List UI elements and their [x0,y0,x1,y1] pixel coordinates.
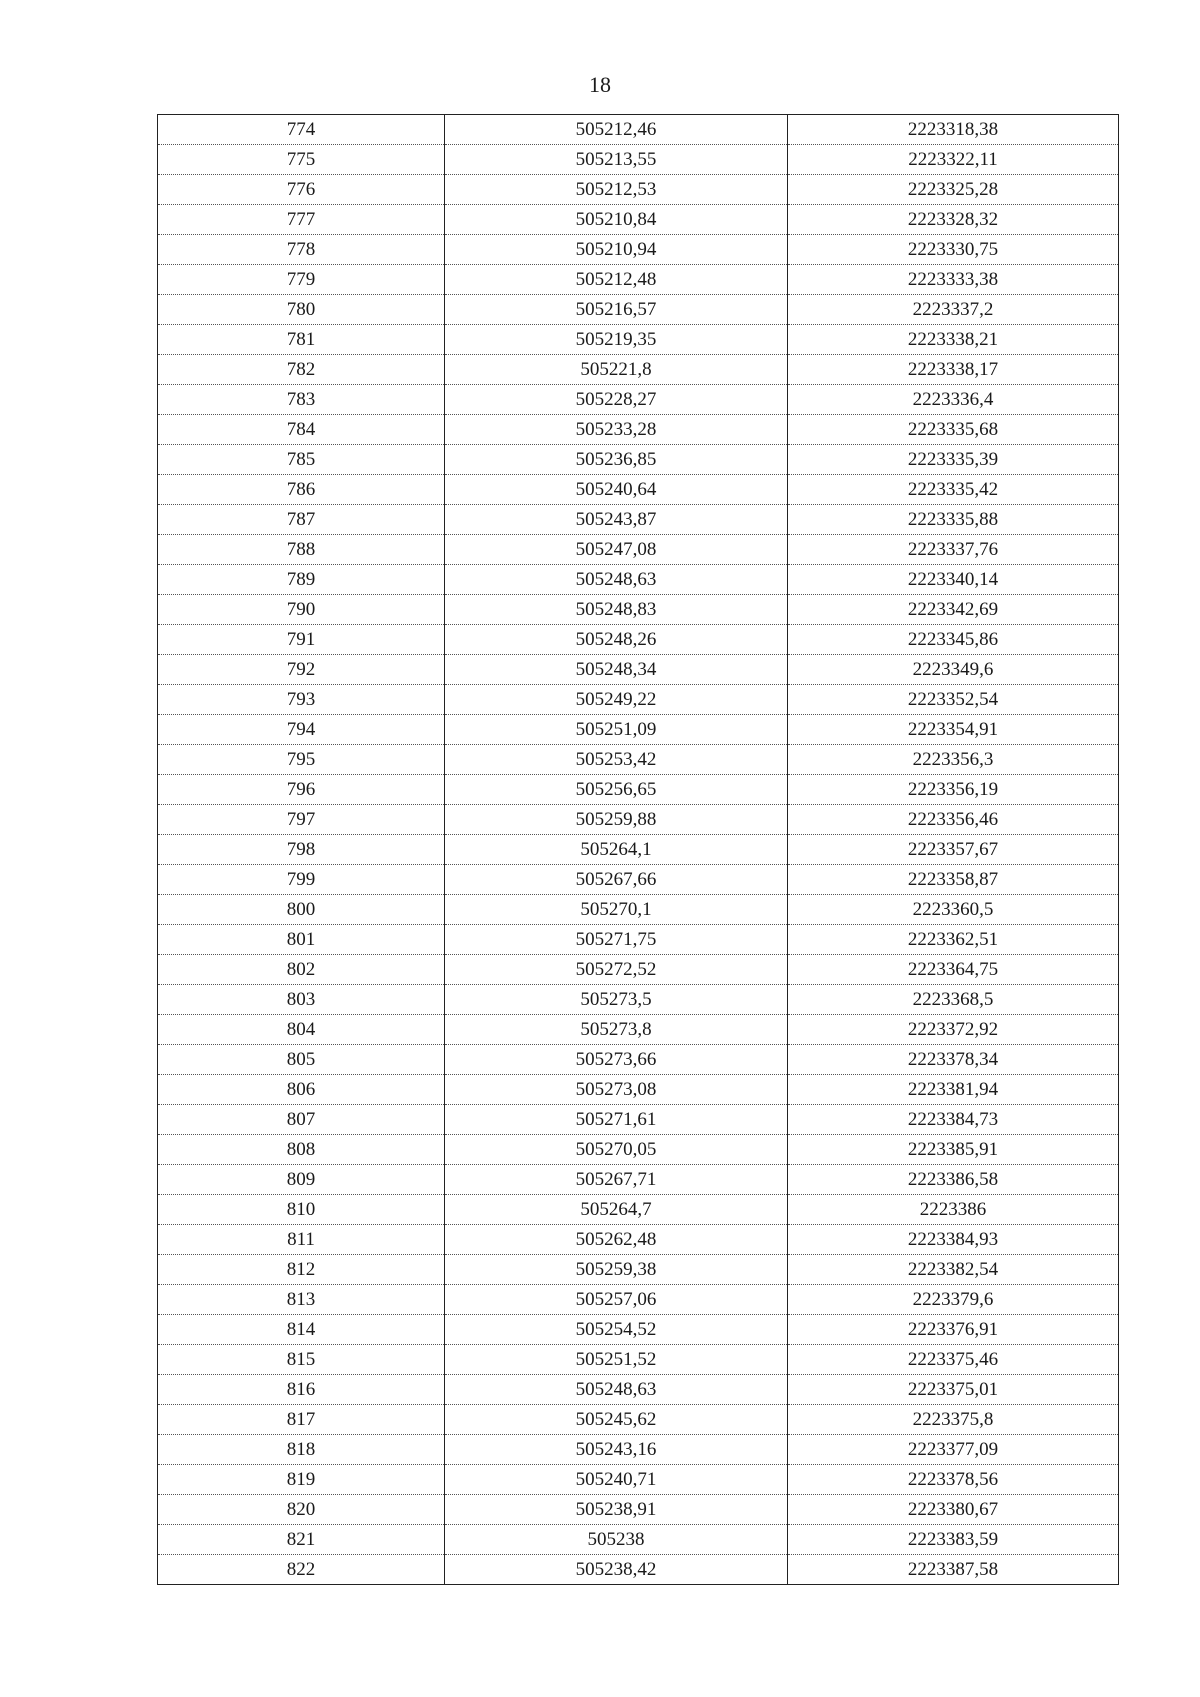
table-row [158,655,1119,685]
y-coordinate-cell: 2223386 [788,1195,1119,1225]
point-number-cell: 809 [158,1165,445,1195]
x-coordinate-cell: 505271,75 [445,925,788,955]
x-coordinate-cell: 505248,26 [445,625,788,655]
table-row [158,235,1119,265]
x-coordinate-cell: 505273,08 [445,1075,788,1105]
table-row [158,175,1119,205]
table-row [158,325,1119,355]
y-coordinate-cell: 2223349,6 [788,655,1119,685]
point-number-cell: 784 [158,415,445,445]
y-coordinate-cell: 2223342,69 [788,595,1119,625]
point-number-cell: 782 [158,355,445,385]
y-coordinate-cell: 2223378,34 [788,1045,1119,1075]
y-coordinate-cell: 2223378,56 [788,1465,1119,1495]
x-coordinate-cell: 505251,52 [445,1345,788,1375]
table-row [158,1465,1119,1495]
y-coordinate-cell: 2223386,58 [788,1165,1119,1195]
table-row [158,805,1119,835]
point-number-cell: 787 [158,505,445,535]
table-row [158,985,1119,1015]
table-row [158,955,1119,985]
point-number-cell: 817 [158,1405,445,1435]
x-coordinate-cell: 505273,8 [445,1015,788,1045]
x-coordinate-cell: 505249,22 [445,685,788,715]
y-coordinate-cell: 2223336,4 [788,385,1119,415]
y-coordinate-cell: 2223368,5 [788,985,1119,1015]
point-number-cell: 808 [158,1135,445,1165]
table-row [158,1435,1119,1465]
table-row [158,595,1119,625]
y-coordinate-cell: 2223340,14 [788,565,1119,595]
point-number-cell: 798 [158,835,445,865]
y-coordinate-cell: 2223381,94 [788,1075,1119,1105]
x-coordinate-cell: 505243,87 [445,505,788,535]
x-coordinate-cell: 505262,48 [445,1225,788,1255]
table-row [158,145,1119,175]
y-coordinate-cell: 2223318,38 [788,115,1119,145]
x-coordinate-cell: 505233,28 [445,415,788,445]
x-coordinate-cell: 505264,7 [445,1195,788,1225]
point-number-cell: 801 [158,925,445,955]
table-row [158,1045,1119,1075]
y-coordinate-cell: 2223384,93 [788,1225,1119,1255]
y-coordinate-cell: 2223322,11 [788,145,1119,175]
point-number-cell: 776 [158,175,445,205]
x-coordinate-cell: 505259,88 [445,805,788,835]
x-coordinate-cell: 505228,27 [445,385,788,415]
point-number-cell: 789 [158,565,445,595]
x-coordinate-cell: 505219,35 [445,325,788,355]
y-coordinate-cell: 2223335,42 [788,475,1119,505]
x-coordinate-cell: 505238,42 [445,1555,788,1585]
point-number-cell: 806 [158,1075,445,1105]
x-coordinate-cell: 505213,55 [445,145,788,175]
coordinates-table-body [158,115,1119,1585]
coordinates-table [157,114,1119,1585]
table-row [158,385,1119,415]
table-row [158,265,1119,295]
table-row [158,685,1119,715]
x-coordinate-cell: 505267,71 [445,1165,788,1195]
y-coordinate-cell: 2223337,2 [788,295,1119,325]
table-row [158,295,1119,325]
y-coordinate-cell: 2223325,28 [788,175,1119,205]
point-number-cell: 819 [158,1465,445,1495]
y-coordinate-cell: 2223356,46 [788,805,1119,835]
y-coordinate-cell: 2223364,75 [788,955,1119,985]
x-coordinate-cell: 505271,61 [445,1105,788,1135]
point-number-cell: 797 [158,805,445,835]
table-row [158,1135,1119,1165]
table-row [158,415,1119,445]
x-coordinate-cell: 505248,63 [445,565,788,595]
table-row [158,1195,1119,1225]
x-coordinate-cell: 505216,57 [445,295,788,325]
x-coordinate-cell: 505253,42 [445,745,788,775]
point-number-cell: 796 [158,775,445,805]
point-number-cell: 792 [158,655,445,685]
table-row [158,745,1119,775]
y-coordinate-cell: 2223358,87 [788,865,1119,895]
table-row [158,535,1119,565]
point-number-cell: 783 [158,385,445,415]
point-number-cell: 786 [158,475,445,505]
point-number-cell: 777 [158,205,445,235]
y-coordinate-cell: 2223335,39 [788,445,1119,475]
y-coordinate-cell: 2223380,67 [788,1495,1119,1525]
point-number-cell: 807 [158,1105,445,1135]
y-coordinate-cell: 2223377,09 [788,1435,1119,1465]
point-number-cell: 811 [158,1225,445,1255]
table-row [158,1495,1119,1525]
table-row [158,775,1119,805]
table-row [158,925,1119,955]
point-number-cell: 802 [158,955,445,985]
x-coordinate-cell: 505212,53 [445,175,788,205]
point-number-cell: 791 [158,625,445,655]
table-row [158,1315,1119,1345]
table-row [158,355,1119,385]
point-number-cell: 816 [158,1375,445,1405]
x-coordinate-cell: 505210,94 [445,235,788,265]
table-row [158,205,1119,235]
y-coordinate-cell: 2223330,75 [788,235,1119,265]
point-number-cell: 795 [158,745,445,775]
table-row [158,1525,1119,1555]
table-row [158,895,1119,925]
table-row [158,865,1119,895]
y-coordinate-cell: 2223375,46 [788,1345,1119,1375]
point-number-cell: 793 [158,685,445,715]
point-number-cell: 805 [158,1045,445,1075]
y-coordinate-cell: 2223356,19 [788,775,1119,805]
y-coordinate-cell: 2223345,86 [788,625,1119,655]
x-coordinate-cell: 505248,34 [445,655,788,685]
table-row [158,1285,1119,1315]
x-coordinate-cell: 505257,06 [445,1285,788,1315]
x-coordinate-cell: 505243,16 [445,1435,788,1465]
table-row [158,1015,1119,1045]
x-coordinate-cell: 505210,84 [445,205,788,235]
y-coordinate-cell: 2223335,68 [788,415,1119,445]
table-row [158,715,1119,745]
x-coordinate-cell: 505272,52 [445,955,788,985]
y-coordinate-cell: 2223379,6 [788,1285,1119,1315]
y-coordinate-cell: 2223376,91 [788,1315,1119,1345]
x-coordinate-cell: 505248,63 [445,1375,788,1405]
y-coordinate-cell: 2223372,92 [788,1015,1119,1045]
y-coordinate-cell: 2223360,5 [788,895,1119,925]
table-row [158,1345,1119,1375]
y-coordinate-cell: 2223338,21 [788,325,1119,355]
point-number-cell: 800 [158,895,445,925]
table-row [158,1555,1119,1585]
point-number-cell: 822 [158,1555,445,1585]
table-row [158,1105,1119,1135]
table-row [158,835,1119,865]
x-coordinate-cell: 505270,1 [445,895,788,925]
table-row [158,1255,1119,1285]
x-coordinate-cell: 505259,38 [445,1255,788,1285]
x-coordinate-cell: 505251,09 [445,715,788,745]
y-coordinate-cell: 2223354,91 [788,715,1119,745]
x-coordinate-cell: 505267,66 [445,865,788,895]
point-number-cell: 820 [158,1495,445,1525]
y-coordinate-cell: 2223338,17 [788,355,1119,385]
point-number-cell: 781 [158,325,445,355]
point-number-cell: 804 [158,1015,445,1045]
table-row [158,565,1119,595]
point-number-cell: 780 [158,295,445,325]
point-number-cell: 774 [158,115,445,145]
x-coordinate-cell: 505273,5 [445,985,788,1015]
x-coordinate-cell: 505264,1 [445,835,788,865]
x-coordinate-cell: 505248,83 [445,595,788,625]
point-number-cell: 818 [158,1435,445,1465]
y-coordinate-cell: 2223357,67 [788,835,1119,865]
table-row [158,1375,1119,1405]
table-row [158,1405,1119,1435]
table-row [158,115,1119,145]
x-coordinate-cell: 505238,91 [445,1495,788,1525]
point-number-cell: 778 [158,235,445,265]
point-number-cell: 788 [158,535,445,565]
point-number-cell: 790 [158,595,445,625]
point-number-cell: 821 [158,1525,445,1555]
x-coordinate-cell: 505240,71 [445,1465,788,1495]
point-number-cell: 779 [158,265,445,295]
y-coordinate-cell: 2223384,73 [788,1105,1119,1135]
page-number: 18 [589,72,611,97]
x-coordinate-cell: 505256,65 [445,775,788,805]
y-coordinate-cell: 2223328,32 [788,205,1119,235]
x-coordinate-cell: 505245,62 [445,1405,788,1435]
x-coordinate-cell: 505221,8 [445,355,788,385]
x-coordinate-cell: 505254,52 [445,1315,788,1345]
table-row [158,1075,1119,1105]
y-coordinate-cell: 2223375,01 [788,1375,1119,1405]
point-number-cell: 815 [158,1345,445,1375]
y-coordinate-cell: 2223387,58 [788,1555,1119,1585]
table-row [158,445,1119,475]
point-number-cell: 810 [158,1195,445,1225]
table-row [158,505,1119,535]
point-number-cell: 794 [158,715,445,745]
y-coordinate-cell: 2223335,88 [788,505,1119,535]
point-number-cell: 803 [158,985,445,1015]
x-coordinate-cell: 505236,85 [445,445,788,475]
table-row [158,1225,1119,1255]
y-coordinate-cell: 2223362,51 [788,925,1119,955]
y-coordinate-cell: 2223356,3 [788,745,1119,775]
y-coordinate-cell: 2223352,54 [788,685,1119,715]
x-coordinate-cell: 505270,05 [445,1135,788,1165]
x-coordinate-cell: 505240,64 [445,475,788,505]
table-row [158,625,1119,655]
table-row [158,475,1119,505]
y-coordinate-cell: 2223375,8 [788,1405,1119,1435]
point-number-cell: 814 [158,1315,445,1345]
point-number-cell: 775 [158,145,445,175]
y-coordinate-cell: 2223383,59 [788,1525,1119,1555]
y-coordinate-cell: 2223382,54 [788,1255,1119,1285]
point-number-cell: 813 [158,1285,445,1315]
x-coordinate-cell: 505212,46 [445,115,788,145]
x-coordinate-cell: 505273,66 [445,1045,788,1075]
table-row [158,1165,1119,1195]
y-coordinate-cell: 2223337,76 [788,535,1119,565]
x-coordinate-cell: 505212,48 [445,265,788,295]
x-coordinate-cell: 505247,08 [445,535,788,565]
point-number-cell: 799 [158,865,445,895]
y-coordinate-cell: 2223333,38 [788,265,1119,295]
y-coordinate-cell: 2223385,91 [788,1135,1119,1165]
point-number-cell: 812 [158,1255,445,1285]
x-coordinate-cell: 505238 [445,1525,788,1555]
point-number-cell: 785 [158,445,445,475]
